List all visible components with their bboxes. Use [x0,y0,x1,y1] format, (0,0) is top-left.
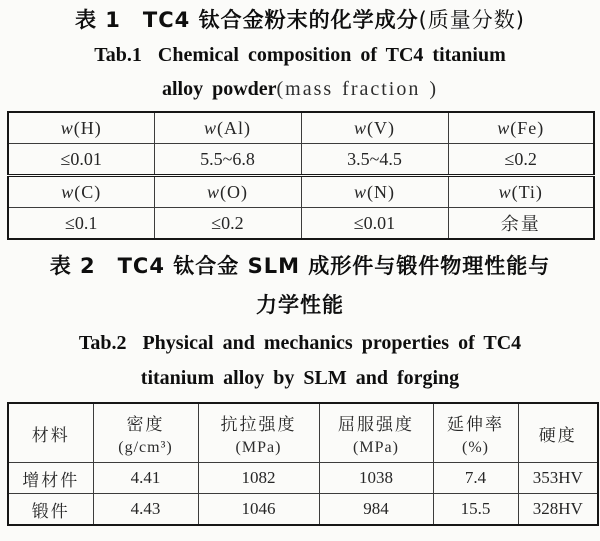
t1-header-cell [301,112,448,144]
element-arg: (C) [74,181,102,202]
table1-value-row-1 [8,144,594,176]
table1-caption-en-line1 [0,44,600,66]
t1-header-cell [301,176,448,208]
t1-header-cell [8,112,154,144]
t1-header-cell [8,176,154,208]
w-symbol: w [353,181,366,202]
column-name: 密度 [126,414,165,435]
w-symbol: w [497,117,510,138]
element-arg: (V) [367,117,395,138]
t1-header-cell [154,176,301,208]
table2-caption-zh-line2: 力学性能 [256,293,344,317]
t1-value-cell: ≤0.2 [448,144,594,176]
t1-value-cell: ≤0.2 [154,208,301,240]
table2-row-additive [8,463,598,494]
w-symbol: w [61,181,74,202]
table2-header-row [8,403,598,463]
column-unit: (MPa) [235,438,282,456]
table2-caption-en-text: Physical and mechanics properties of TC4 [142,332,522,354]
table1-header-row-2 [8,176,594,208]
t2-value-cell: 4.43 [93,494,198,526]
t2-value-cell: 1082 [198,463,319,494]
t2-value-cell: 15.5 [433,494,518,526]
column-unit: (MPa) [353,438,399,456]
w-symbol: w [498,181,511,202]
t1-value-cell: 余量 [448,208,594,240]
t1-header-cell [154,112,301,144]
column-name: 延伸率 [447,414,504,435]
table1-caption-en-line2-paren: (mass fraction ) [276,78,439,100]
t2-value-cell: 7.4 [433,463,518,494]
table1-caption-zh-paren: (质量分数) [418,8,525,32]
element-arg: (H) [73,117,102,138]
t2-header-cell [93,403,198,463]
table2-row-forged [8,494,598,526]
table1-caption-en-line2-bold: alloy powder [161,78,277,100]
t2-header-cell [319,403,433,463]
w-symbol: w [353,117,366,138]
table1-chemical-composition [7,111,595,240]
t2-value-cell: 4.41 [93,463,198,494]
t1-value-cell: 3.5~4.5 [301,144,448,176]
table1-caption-en-line2 [0,78,600,100]
table2-caption-zh-line1: 表 2 TC4 钛合金 SLM 成形件与锻件物理性能与 [49,254,551,278]
table1-caption-zh-main: 表 1 TC4 钛合金粉末的化学成分 [75,8,419,32]
t2-value-cell: 1038 [319,463,433,494]
table1-value-row-2 [8,208,594,240]
table1-caption-en-text: Chemical composition of TC4 titanium [157,44,506,66]
element-arg: (Al) [217,117,251,138]
element-arg: (O) [220,181,248,202]
t1-value-cell: ≤0.01 [301,208,448,240]
t1-value-cell: ≤0.01 [8,144,154,176]
column-unit: (%) [462,438,489,456]
t2-header-cell [433,403,518,463]
table1-caption-zh [0,7,600,33]
t2-row-label: 增材件 [8,463,93,494]
t2-value-cell: 984 [319,494,433,526]
t1-header-cell [448,176,594,208]
table2-properties [7,402,599,526]
t1-value-cell: 5.5~6.8 [154,144,301,176]
table2-caption-en-line2: titanium alloy by SLM and forging [140,367,460,389]
column-name: 抗拉强度 [220,414,297,435]
w-symbol: w [206,181,219,202]
t1-value-cell: ≤0.1 [8,208,154,240]
table1-caption-en-prefix: Tab.1 [94,44,142,66]
element-arg: (N) [367,181,395,202]
t2-header-cell [198,403,319,463]
table1-header-row-1 [8,112,594,144]
column-unit: (g/cm³) [118,438,173,456]
t2-header-cell [518,403,598,463]
w-symbol: w [203,117,216,138]
column-name: 屈服强度 [338,414,414,435]
t2-header-cell [8,403,93,463]
t2-value-cell: 328HV [518,494,598,526]
table2-caption-en-prefix: Tab.2 [78,332,127,354]
t2-row-label: 锻件 [8,494,93,526]
w-symbol: w [60,117,73,138]
column-name: 硬度 [538,425,577,446]
t2-value-cell: 353HV [518,463,598,494]
element-arg: (Ti) [511,181,543,202]
t1-header-cell [448,112,594,144]
column-name: 材料 [31,425,70,446]
table2-caption-en-line1 [0,332,600,354]
element-arg: (Fe) [510,117,545,138]
t2-value-cell: 1046 [198,494,319,526]
